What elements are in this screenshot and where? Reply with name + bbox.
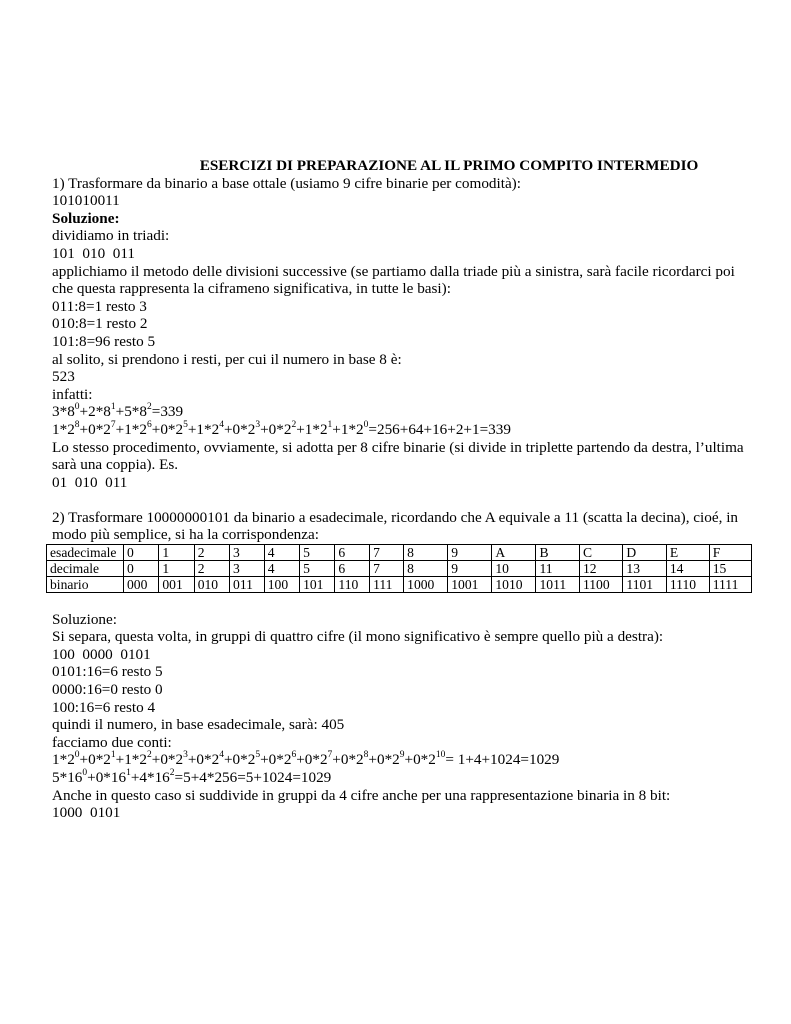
formula-exponent: 6 bbox=[291, 750, 297, 761]
table-cell: 7 bbox=[370, 545, 404, 561]
exercise-2-calc-label: facciamo due conti: bbox=[52, 733, 172, 751]
formula-term: +0*2 bbox=[260, 420, 292, 438]
table-cell: D bbox=[623, 545, 666, 561]
formula-exponent: 1 bbox=[327, 419, 333, 430]
formula-term: +1*2 bbox=[115, 751, 147, 769]
exercise-1-prompt: 1) Trasformare da binario a base ottale (usiamo 9 cifre binarie per comodità): bbox=[52, 174, 521, 192]
table-cell: 3 bbox=[230, 561, 265, 577]
table-cell: 1001 bbox=[448, 577, 492, 593]
table-cell: 9 bbox=[448, 561, 492, 577]
formula-term: +1*2 bbox=[296, 420, 328, 438]
table-cell: F bbox=[709, 545, 751, 561]
formula-term: +0*2 bbox=[296, 751, 328, 769]
table-cell: 2 bbox=[194, 545, 229, 561]
exercise-2-division-3: 100:16=6 resto 4 bbox=[52, 698, 156, 716]
formula-term: +2*8 bbox=[79, 403, 111, 421]
document-title: ESERCIZI DI PREPARAZIONE AL IL PRIMO COMPITO INTERMEDIO bbox=[199, 157, 699, 174]
formula-term: +1*2 bbox=[332, 420, 364, 438]
table-cell: 9 bbox=[448, 545, 492, 561]
formula-exponent: 10 bbox=[435, 750, 446, 761]
exercise-1-result: 523 bbox=[52, 368, 75, 386]
formula-exponent: 1 bbox=[126, 767, 131, 778]
formula-exponent: 1 bbox=[110, 402, 116, 413]
exercise-1-division-1: 011:8=1 resto 3 bbox=[52, 297, 147, 315]
exercise-1-binary-check bbox=[52, 421, 758, 439]
formula-term: +0*2 bbox=[79, 420, 111, 438]
formula-exponent: 2 bbox=[169, 767, 175, 778]
table-cell: 011 bbox=[230, 577, 265, 593]
formula-term: +0*2 bbox=[368, 751, 400, 769]
formula-term: +1*2 bbox=[187, 420, 220, 438]
formula-exponent: 3 bbox=[183, 750, 188, 761]
table-cell: 2 bbox=[194, 561, 229, 577]
formula-exponent: 8 bbox=[74, 419, 80, 430]
table-cell: 0 bbox=[124, 561, 159, 577]
table-cell: 3 bbox=[230, 545, 265, 561]
row-label: esadecimale bbox=[47, 545, 124, 561]
formula-exponent: 8 bbox=[363, 750, 369, 761]
table-cell: 111 bbox=[370, 577, 404, 593]
exercise-1-division-3: 101:8=96 resto 5 bbox=[52, 332, 156, 350]
formula-exponent: 2 bbox=[147, 750, 152, 761]
table-cell: E bbox=[666, 545, 709, 561]
formula-term: +1*2 bbox=[115, 420, 147, 438]
formula-exponent: 9 bbox=[399, 750, 405, 761]
table-cell: 0 bbox=[124, 545, 159, 561]
table-cell: A bbox=[492, 545, 536, 561]
exercise-1-remainders-text: al solito, si prendono i resti, per cui il numero in base 8 è: bbox=[52, 350, 402, 368]
exercise-2-solution-label: Soluzione: bbox=[52, 610, 117, 628]
conversion-table bbox=[46, 544, 752, 593]
formula-term: +0*2 bbox=[260, 751, 292, 769]
table-cell: 100 bbox=[264, 577, 299, 593]
exercise-1-octal-check bbox=[52, 403, 758, 421]
table-cell: 12 bbox=[579, 561, 622, 577]
table-cell: 6 bbox=[335, 561, 370, 577]
formula-exponent: 4 bbox=[219, 750, 224, 761]
formula-term: 1*2 bbox=[52, 751, 75, 769]
formula-term: =5+4*256=5+1024=1029 bbox=[174, 769, 332, 786]
exercise-1-division-2: 010:8=1 resto 2 bbox=[52, 315, 148, 333]
formula-exponent: 0 bbox=[74, 750, 80, 761]
table-cell: 4 bbox=[264, 545, 299, 561]
table-cell: 5 bbox=[300, 545, 335, 561]
table-cell: 1 bbox=[159, 561, 194, 577]
table-cell: 1101 bbox=[623, 577, 666, 593]
formula-exponent: 2 bbox=[291, 419, 297, 430]
table-cell: 1110 bbox=[666, 577, 709, 593]
formula-exponent: 0 bbox=[74, 402, 80, 413]
formula-exponent: 3 bbox=[255, 419, 261, 430]
table-row bbox=[47, 577, 752, 593]
formula-exponent: 7 bbox=[110, 419, 116, 430]
table-cell: 1010 bbox=[492, 577, 536, 593]
exercise-2-hex-check bbox=[52, 769, 758, 787]
formula-term: +5*8 bbox=[115, 403, 147, 421]
formula-term: 5*16 bbox=[52, 769, 83, 786]
table-cell: 7 bbox=[370, 561, 404, 577]
table-cell: 1000 bbox=[404, 577, 448, 593]
table-cell: 1100 bbox=[579, 577, 622, 593]
formula-term: =256+64+16+2+1=339 bbox=[368, 420, 511, 438]
formula-term: +0*2 bbox=[404, 751, 436, 769]
table-cell: 13 bbox=[623, 561, 666, 577]
exercise-1-infatti: infatti: bbox=[52, 385, 93, 403]
formula-term: 3*8 bbox=[52, 403, 75, 421]
spacer bbox=[52, 593, 758, 611]
formula-exponent: 7 bbox=[327, 750, 333, 761]
table-cell: 10 bbox=[492, 561, 536, 577]
formula-term: +0*16 bbox=[87, 769, 127, 786]
table-row bbox=[47, 561, 752, 577]
table-cell: 1011 bbox=[536, 577, 579, 593]
table-cell: 010 bbox=[194, 577, 229, 593]
table-cell: 101 bbox=[300, 577, 335, 593]
exercise-2-division-2: 0000:16=0 resto 0 bbox=[52, 681, 163, 699]
table-cell: 1111 bbox=[709, 577, 751, 593]
formula-exponent: 0 bbox=[82, 767, 88, 778]
formula-term: +0*2 bbox=[223, 420, 256, 438]
table-row bbox=[47, 545, 752, 561]
row-label: decimale bbox=[47, 561, 124, 577]
exercise-2-separate-text: Si separa, questa volta, in gruppi di quattro cifre (il mono significativo è sempre quello più a destra): bbox=[52, 628, 664, 646]
exercise-2-bits8: 1000 0101 bbox=[52, 804, 121, 822]
formula-term: +0*2 bbox=[223, 751, 256, 769]
table-cell: 001 bbox=[159, 577, 194, 593]
formula-term: +0*2 bbox=[151, 751, 184, 769]
exercise-2-result: quindi il numero, in base esadecimale, sarà: 405 bbox=[52, 716, 345, 734]
exercise-1-step1: dividiamo in triadi: bbox=[52, 227, 170, 245]
spacer bbox=[52, 491, 758, 509]
formula-exponent: 2 bbox=[147, 402, 152, 413]
table-cell: 110 bbox=[335, 577, 370, 593]
formula-exponent: 4 bbox=[219, 419, 224, 430]
formula-term: +4*16 bbox=[130, 769, 170, 786]
exercise-1-method: applichiamo il metodo delle divisioni successive (se partiamo dalla triade più a sinistra, sarà facile ricordarci poi che questa rappresenta la ciframeno significativa, in tutte le basi): bbox=[52, 262, 735, 298]
exercise-2-prompt: 2) Trasformare 10000000101 da binario a esadecimale, ricordando che A equivale a 11 (scatta la decina), cioé, in modo più semplice, si ha la corrispondenza: bbox=[52, 508, 739, 544]
formula-exponent: 5 bbox=[183, 419, 188, 430]
table-cell: 14 bbox=[666, 561, 709, 577]
exercise-1-example: 01 010 011 bbox=[52, 473, 128, 491]
exercise-2-note: Anche in questo caso si suddivide in gruppi da 4 cifre anche per una rappresentazione binaria in 8 bit: bbox=[52, 786, 671, 804]
row-label: binario bbox=[47, 577, 124, 593]
formula-exponent: 6 bbox=[147, 419, 152, 430]
table-cell: 1 bbox=[159, 545, 194, 561]
formula-term: +0*2 bbox=[332, 751, 364, 769]
formula-exponent: 5 bbox=[255, 750, 261, 761]
formula-term: +0*2 bbox=[79, 751, 111, 769]
table-cell: 8 bbox=[404, 561, 448, 577]
formula-term: +0*2 bbox=[151, 420, 184, 438]
formula-term: = 1+4+1024=1029 bbox=[445, 751, 560, 769]
formula-term: +0*2 bbox=[187, 751, 220, 769]
table-cell: 6 bbox=[335, 545, 370, 561]
formula-exponent: 1 bbox=[110, 750, 116, 761]
exercise-2-binary-check bbox=[52, 751, 758, 769]
exercise-1-number: 101010011 bbox=[52, 192, 120, 210]
exercise-1-note: Lo stesso procedimento, ovviamente, si adotta per 8 cifre binarie (si divide in triplette partendo da destra, l’ultima sarà una coppia). Es. bbox=[52, 438, 744, 474]
table-cell: 11 bbox=[536, 561, 579, 577]
table-cell: 5 bbox=[300, 561, 335, 577]
formula-term: =339 bbox=[151, 403, 184, 421]
table-cell: C bbox=[579, 545, 622, 561]
exercise-2-groups: 100 0000 0101 bbox=[52, 645, 151, 663]
table-cell: 8 bbox=[404, 545, 448, 561]
exercise-1-solution-label: Soluzione: bbox=[52, 209, 120, 227]
formula-exponent: 0 bbox=[363, 419, 369, 430]
formula-term: 1*2 bbox=[52, 420, 75, 438]
exercise-2-division-1: 0101:16=6 resto 5 bbox=[52, 663, 163, 681]
table-cell: 000 bbox=[124, 577, 159, 593]
document-page bbox=[52, 157, 758, 822]
table-cell: B bbox=[536, 545, 579, 561]
exercise-1-triads: 101 010 011 bbox=[52, 244, 135, 262]
table-cell: 15 bbox=[709, 561, 751, 577]
table-cell: 4 bbox=[264, 561, 299, 577]
